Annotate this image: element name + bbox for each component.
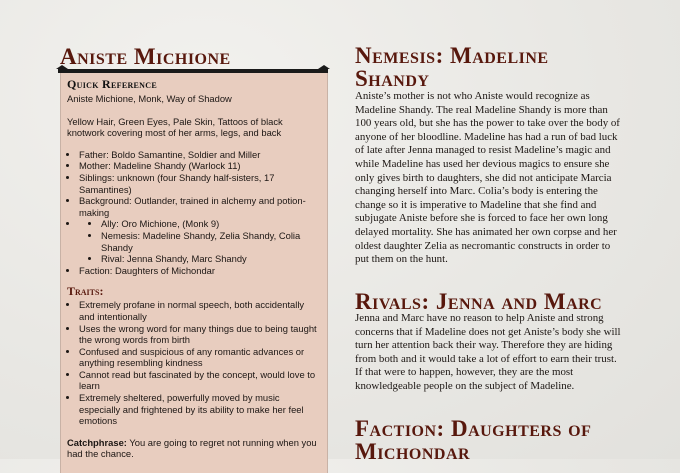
traits-list bbox=[67, 299, 321, 427]
rivals-heading: Rivals: Jenna and Marc bbox=[355, 289, 603, 314]
quick-reference-list bbox=[67, 149, 321, 277]
character-title: Aniste Michione bbox=[60, 44, 231, 69]
nemesis-heading: Nemesis: Madeline Shandy bbox=[355, 43, 549, 91]
list-item: • • Ally: Oro Michione, (Monk 9) bbox=[101, 218, 321, 230]
list-item-relations bbox=[79, 218, 321, 264]
list-item: • Faction: Daughters of Michondar bbox=[79, 265, 321, 277]
faction-heading: Faction: Daughters of Michondar bbox=[355, 416, 592, 464]
list-item: • Mother: Madeline Shandy (Warlock 11) bbox=[79, 160, 321, 172]
list-item: • Rival: Jenna Shandy, Marc Shandy bbox=[101, 253, 321, 265]
list-item: • Extremely sheltered, powerfully moved by music especially and frightened by its ability to make her feel emotions bbox=[79, 392, 321, 427]
catchphrase-text: You are going to regret not running when you had the chance. bbox=[67, 436, 317, 460]
list-item: • Siblings: unknown (four Shandy half-sisters, 17 Samantines) bbox=[79, 172, 321, 195]
quick-reference-heading: Quick Reference bbox=[67, 77, 157, 91]
identity-text: Aniste Michione, Monk, Way of Shadow bbox=[67, 93, 232, 104]
list-item: • Confused and suspicious of any romantic advances or anything resembling kindness bbox=[79, 346, 321, 369]
list-item: • Background: Outlander, trained in alchemy and potion-making bbox=[79, 195, 321, 218]
catchphrase bbox=[67, 437, 321, 460]
traits-heading: Traits: bbox=[67, 284, 104, 299]
list-item: • Father: Boldo Samantine, Soldier and Miller bbox=[79, 149, 321, 161]
nemesis-paragraph: Aniste’s mother is not who Aniste would recognize as Madeline Shandy. The real Madeline Shandy is more than 100 years old, but she has the power to take over the body of anyone of her bloodline. Madeline has had a run of bad luck of late after Jenna managed to resist Madeline’s magic and while Madeline has used her devious magics to ensure she only gives birth to daughters, she did not anticipate Marcia changing herself into Marc. Colia’s body is entering the change so it is imperative to Madeline that she find and subjugate Aniste before she is forced to face her own long delayed mortality. She has animated her own corpse and her oldest daughter Zelia as necromantic constructs in order to put them on the hunt. bbox=[355, 90, 620, 266]
list-item: • Uses the wrong word for many things due to being taught the wrong words from birth bbox=[79, 323, 321, 346]
list-item: • Extremely profane in normal speech, both accidentally and intentionally bbox=[79, 299, 321, 322]
rivals-paragraph: Jenna and Marc have no reason to help Aniste and strong concerns that if Madeline does not get Aniste’s body she will turn her attention back their way. Therefore they are hiding from both and it would take a lot of effort to earn their trust. If that were to happen, however, they are the most knowledgeable people on the subject of Madeline. bbox=[355, 312, 621, 392]
catchphrase-label: Catchphrase: bbox=[67, 436, 127, 448]
description-text: Yellow Hair, Green Eyes, Pale Skin, Tattoos of black knotwork covering most of her arms, legs, and back bbox=[67, 115, 283, 139]
list-item: • Nemesis: Madeline Shandy, Zelia Shandy, Colia Shandy bbox=[101, 230, 321, 253]
relations-list bbox=[79, 218, 321, 264]
list-item: • Cannot read but fascinated by the concept, would love to learn bbox=[79, 369, 321, 392]
quick-reference-card bbox=[60, 73, 328, 473]
